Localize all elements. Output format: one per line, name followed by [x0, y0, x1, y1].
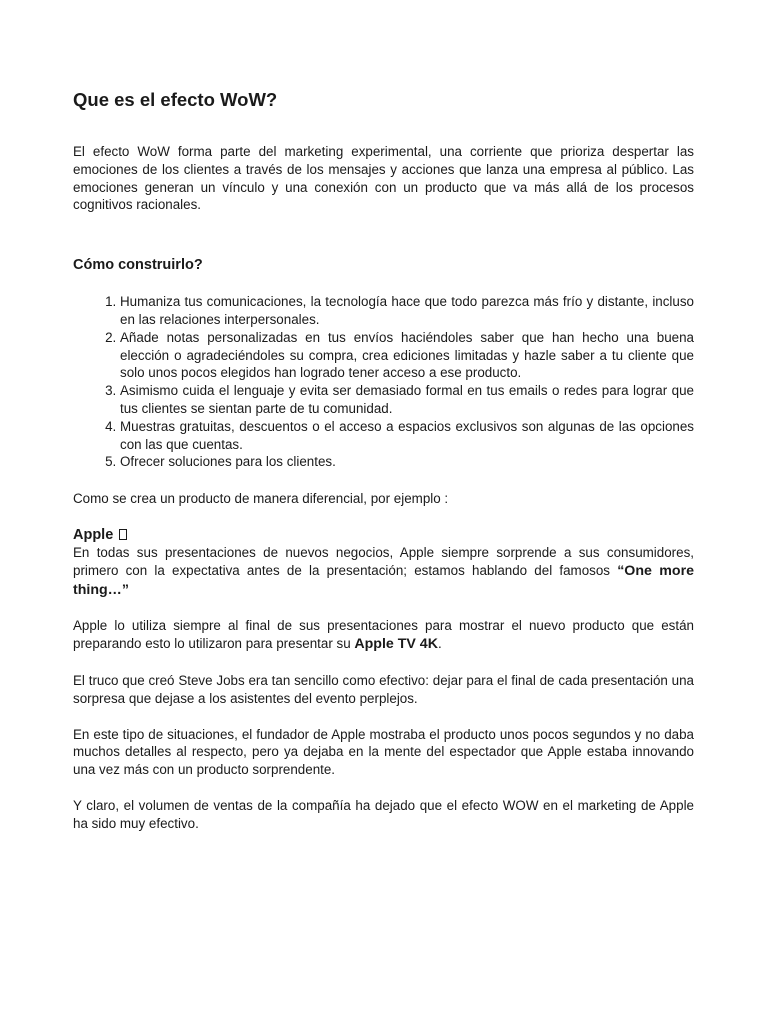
list-item: 3. Asimismo cuida el lenguaje y evita ser demasiado formal en tus emails o redes para lograr que tus clientes se sientan parte de tu comunidad.: [120, 382, 694, 418]
apple-paragraph-4: En este tipo de situaciones, el fundador de Apple mostraba el producto unos pocos segundos y no daba muchos detalles al respecto, pero ya dejaba en la mente del espectador que Apple estaba innovando una vez más con un producto sorprendente.: [73, 726, 694, 778]
apple-paragraph-2-text: Apple lo utiliza siempre al final de sus presentaciones para mostrar el nuevo producto que están preparando esto lo utilizaron para presentar su: [73, 618, 694, 652]
apple-paragraph-2: [73, 617, 694, 654]
list-item: 4. Muestras gratuitas, descuentos o el acceso a espacios exclusivos son algunas de las opciones con las que cuentas.: [120, 418, 694, 454]
apple-paragraph-5: Y claro, el volumen de ventas de la compañía ha dejado que el efecto WOW en el marketing de Apple ha sido muy efectivo.: [73, 797, 694, 831]
intro-paragraph: El efecto WoW forma parte del marketing experimental, una corriente que prioriza despertar las emociones de los clientes a través de los mensajes y acciones que lanza una empresa al público. Las emociones generan un vínculo y una conexión con un producto que va más allá de los procesos cognitivos racionales.: [73, 144, 694, 213]
list-item: 1. Humaniza tus comunicaciones, la tecnología hace que todo parezca más frío y distante, incluso en las relaciones interpersonales.: [120, 293, 694, 329]
list-item: 2. Añade notas personalizadas en tus envíos haciéndoles saber que han hecho una buena elección o agradeciéndoles su compra, crea ediciones limitadas y hazle saber a tu cliente que solo unos pocos elegidos han logrado tener acceso a ese producto.: [120, 329, 694, 382]
apple-paragraph-2-end: .: [437, 636, 442, 652]
apple-paragraph-1: [73, 544, 694, 599]
steps-list: [73, 293, 694, 471]
apple-paragraph-1-text: En todas sus presentaciones de nuevos negocios, Apple siempre sorprende a sus consumidores, primero con la expectativa antes de la presentación; estamos hablando del famosos: [73, 544, 694, 578]
apple-paragraph-3: El truco que creó Steve Jobs era tan sencillo como efectivo: dejar para el final de cada presentación una sorpresa que dejase a los asistentes del evento perplejos.: [73, 672, 694, 706]
missing-glyph-box-icon: [119, 529, 127, 540]
page-title: Que es el efecto WoW?: [73, 89, 278, 110]
one-more-thing-quote: “One more thing…”: [73, 562, 694, 598]
apple-heading-label: Apple: [73, 526, 114, 543]
apple-tv-4k-label: Apple TV 4K: [354, 636, 438, 653]
how-to-heading: Cómo construirlo?: [73, 257, 203, 274]
document-page: [73, 88, 694, 833]
list-item: 5. Ofrecer soluciones para los clientes.: [120, 453, 694, 471]
apple-heading: [73, 526, 694, 544]
example-intro-paragraph: Como se crea un producto de manera diferencial, por ejemplo :: [73, 491, 449, 507]
